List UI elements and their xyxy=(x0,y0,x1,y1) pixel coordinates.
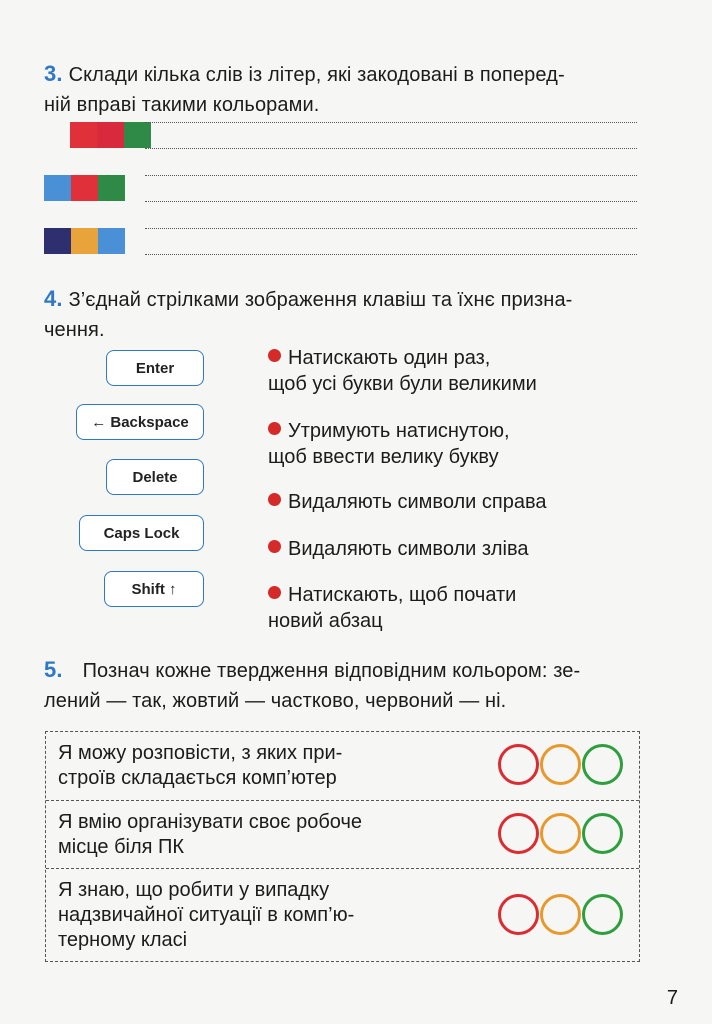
key-meaning-4[interactable] xyxy=(268,536,529,562)
key-meaning-5[interactable] xyxy=(268,582,516,634)
green-circle[interactable] xyxy=(582,744,623,785)
task-5-line-2: лений — так, жовтий — частково, червоний — ні. xyxy=(44,690,507,712)
answer-line[interactable] xyxy=(145,201,637,202)
color-code-row-3 xyxy=(44,228,125,254)
task-4-line-2: чення. xyxy=(44,319,105,341)
rating-circles xyxy=(498,744,624,785)
statement-text xyxy=(58,810,362,860)
meaning-5-line-1: Натискають, щоб почати xyxy=(288,584,517,606)
color-swatch xyxy=(44,175,71,201)
answer-line[interactable] xyxy=(145,175,637,176)
statement-3-line-3: терному класі xyxy=(58,929,188,951)
answer-line[interactable] xyxy=(145,148,637,149)
answer-line[interactable] xyxy=(145,228,637,229)
green-circle[interactable] xyxy=(582,894,623,935)
key-enter[interactable]: Enter xyxy=(106,350,204,386)
task-5-instruction xyxy=(44,655,664,716)
red-circle[interactable] xyxy=(498,744,539,785)
key-delete[interactable]: Delete xyxy=(106,459,204,495)
task-4-number: 4. xyxy=(44,286,63,311)
statement-3-line-1: Я знаю, що робити у випадку xyxy=(58,879,330,901)
task-4-instruction xyxy=(44,284,664,345)
rating-circles xyxy=(498,813,624,854)
connect-dot[interactable] xyxy=(268,586,281,599)
key-caps-lock[interactable]: Caps Lock xyxy=(79,515,204,551)
meaning-2-line-1: Утримують натиснутою, xyxy=(288,420,510,442)
meaning-3-line-1: Видаляють символи справа xyxy=(288,491,547,513)
green-circle[interactable] xyxy=(582,813,623,854)
color-swatch xyxy=(97,122,124,148)
task-3-number: 3. xyxy=(44,61,63,86)
color-code-row-1 xyxy=(70,122,151,148)
table-row xyxy=(46,801,639,869)
task-5-line-1: Познач кожне твердження відповідним кольором: зе- xyxy=(82,660,581,682)
statement-2-line-1: Я вмію організувати своє робоче xyxy=(58,811,362,833)
red-circle[interactable] xyxy=(498,813,539,854)
key-meaning-2[interactable] xyxy=(268,418,510,470)
connect-dot[interactable] xyxy=(268,422,281,435)
key-shift[interactable]: Shift ↑ xyxy=(104,571,204,607)
connect-dot[interactable] xyxy=(268,493,281,506)
page-number: 7 xyxy=(666,987,678,1009)
meaning-1-line-1: Натискають один раз, xyxy=(288,347,491,369)
connect-dot[interactable] xyxy=(268,540,281,553)
answer-line[interactable] xyxy=(145,122,637,123)
yellow-circle[interactable] xyxy=(540,744,581,785)
meaning-4-line-1: Видаляють символи зліва xyxy=(288,538,529,560)
statement-1-line-1: Я можу розповісти, з яких при- xyxy=(58,742,343,764)
color-swatch xyxy=(44,228,71,254)
color-swatch xyxy=(124,122,151,148)
statement-1-line-2: строїв складається комп’ютер xyxy=(58,767,337,789)
color-swatch xyxy=(70,122,97,148)
connect-dot[interactable] xyxy=(268,349,281,362)
color-swatch xyxy=(71,228,98,254)
meaning-2-line-2: щоб ввести велику букву xyxy=(268,446,499,468)
yellow-circle[interactable] xyxy=(540,894,581,935)
meaning-5-line-2: новий абзац xyxy=(268,610,383,632)
task-3-instruction xyxy=(44,59,664,120)
red-circle[interactable] xyxy=(498,894,539,935)
key-meaning-3[interactable] xyxy=(268,489,547,515)
task-5-number: 5. xyxy=(44,657,63,682)
self-assessment-table xyxy=(45,731,640,962)
color-swatch xyxy=(98,175,125,201)
color-code-row-2 xyxy=(44,175,125,201)
color-swatch xyxy=(71,175,98,201)
yellow-circle[interactable] xyxy=(540,813,581,854)
task-3-line-2: ній вправі такими кольорами. xyxy=(44,94,320,116)
task-3-line-1: Склади кілька слів із літер, які закодовані в поперед- xyxy=(68,64,565,86)
statement-text xyxy=(58,878,354,953)
table-row xyxy=(46,869,639,961)
rating-circles xyxy=(498,894,624,935)
statement-text xyxy=(58,741,342,791)
statement-3-line-2: надзвичайної ситуації в комп’ю- xyxy=(58,904,355,926)
key-backspace[interactable]: ← Backspace xyxy=(76,404,204,440)
answer-line[interactable] xyxy=(145,254,637,255)
statement-2-line-2: місце біля ПК xyxy=(58,836,185,858)
meaning-1-line-2: щоб усі букви були великими xyxy=(268,373,537,395)
table-row xyxy=(46,732,639,801)
task-4-line-1: З’єднай стрілками зображення клавіш та їхнє призна- xyxy=(68,289,573,311)
color-swatch xyxy=(98,228,125,254)
key-meaning-1[interactable] xyxy=(268,345,537,397)
